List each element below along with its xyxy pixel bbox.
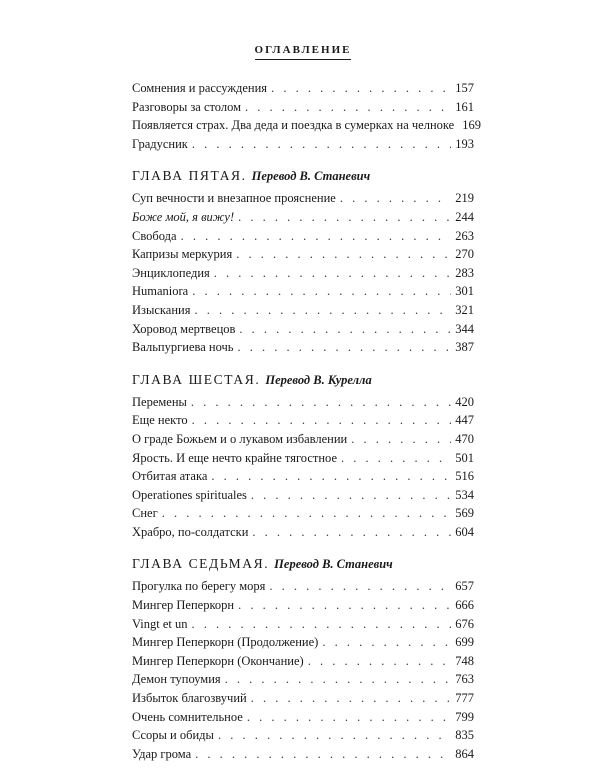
toc-entry[interactable] — [132, 745, 474, 764]
dot-leader — [247, 708, 451, 727]
entry-title: Мингер Пеперкорн — [132, 598, 235, 613]
entry-title: Очень сомнительное — [132, 709, 243, 724]
dot-leader — [162, 504, 452, 523]
entry-page-number: 301 — [455, 284, 474, 299]
toc-entry[interactable] — [132, 486, 474, 505]
entry-page-number: 420 — [455, 394, 474, 409]
entry-title: Вальпургиева ночь — [132, 340, 234, 355]
dot-leader — [351, 430, 451, 449]
entry-title: Еще некто — [132, 413, 188, 428]
table-of-contents — [132, 40, 481, 776]
dot-leader — [239, 320, 451, 339]
entry-page-number: 501 — [455, 450, 474, 465]
chapter-heading — [132, 554, 474, 574]
chapter-heading — [132, 370, 474, 390]
toc-entry[interactable] — [132, 98, 474, 117]
entry-page-number: 161 — [455, 99, 474, 114]
dot-leader — [308, 652, 452, 671]
chapter-translator: Перевод В. Станевич — [274, 557, 393, 572]
entry-page-number: 283 — [455, 265, 474, 280]
chapter-title: ГЛАВА СЕДЬМАЯ. — [132, 556, 270, 572]
toc-entry[interactable] — [132, 523, 474, 542]
entry-title: Humaniora — [132, 284, 189, 299]
toc-heading: ОГЛАВЛЕНИЕ — [255, 44, 352, 60]
entry-page-number: 263 — [455, 228, 474, 243]
entry-page-number: 569 — [455, 506, 474, 521]
entry-title: Разговоры за столом — [132, 99, 242, 114]
entry-page-number: 169 — [462, 118, 481, 133]
entry-page-number: 534 — [455, 487, 474, 502]
toc-entry[interactable] — [132, 596, 474, 615]
entry-page-number: 748 — [455, 653, 474, 668]
toc-entry[interactable] — [132, 577, 474, 596]
entry-page-number: 864 — [455, 746, 474, 761]
entry-title: Свобода — [132, 228, 177, 243]
entry-title: О граде Божьем и о лукавом избавлении — [132, 431, 348, 446]
dot-leader — [192, 282, 451, 301]
dot-leader — [251, 689, 452, 708]
dot-leader — [195, 745, 451, 764]
entry-page-number: 676 — [455, 616, 474, 631]
entry-title: Operationes spirituales — [132, 487, 247, 502]
toc-entry[interactable] — [132, 393, 474, 412]
entry-page-number: 157 — [455, 81, 474, 95]
dot-leader — [340, 189, 451, 208]
entry-title: Ярость. И еще нечто крайне тягостное — [132, 450, 337, 465]
toc-section — [132, 166, 474, 356]
toc-section — [132, 79, 481, 153]
toc-entry[interactable] — [132, 726, 474, 745]
toc-entry[interactable] — [132, 670, 474, 689]
entry-title: Мингер Пеперкорн (Окончание) — [132, 653, 304, 668]
toc-entry[interactable] — [132, 245, 474, 264]
entry-page-number: 321 — [455, 302, 474, 317]
entry-title: Отбитая атака — [132, 469, 208, 484]
toc-entry[interactable] — [132, 504, 474, 523]
entry-title: Градусник — [132, 136, 188, 151]
entry-title: Снег — [132, 506, 158, 521]
toc-entry[interactable] — [132, 116, 481, 135]
toc-entry[interactable] — [132, 689, 474, 708]
toc-entry[interactable] — [132, 430, 474, 449]
dot-leader — [236, 245, 451, 264]
entry-page-number: 244 — [455, 209, 474, 224]
dot-leader — [269, 577, 451, 596]
entry-title: Капризы меркурия — [132, 247, 233, 262]
dot-leader — [194, 301, 451, 320]
entry-title: Суп вечности и внезапное прояснение — [132, 191, 336, 206]
entry-page-number: 219 — [455, 191, 474, 206]
entry-page-number: 699 — [455, 635, 474, 650]
toc-entry[interactable] — [132, 264, 474, 283]
entry-title: Появляется страх. Два деда и поездка в сумерках на челноке — [132, 118, 455, 133]
entry-page-number: 387 — [455, 340, 474, 355]
toc-heading-wrap — [132, 40, 474, 60]
toc-entry[interactable] — [132, 282, 474, 301]
toc-entry[interactable] — [132, 338, 474, 357]
entry-title: Боже мой, я вижу! — [132, 209, 235, 224]
entry-page-number: 470 — [455, 431, 474, 446]
entry-title: Прогулка по берегу моря — [132, 579, 266, 594]
toc-entry[interactable] — [132, 708, 474, 727]
dot-leader — [322, 633, 451, 652]
toc-section — [132, 554, 474, 763]
dot-leader — [251, 486, 451, 505]
entry-title: Изыскания — [132, 302, 191, 317]
entry-page-number: 666 — [455, 598, 474, 613]
toc-entry[interactable] — [132, 652, 474, 671]
entry-page-number: 193 — [455, 136, 474, 151]
dot-leader — [238, 338, 452, 357]
entry-title: Энциклопедия — [132, 265, 210, 280]
entry-title: Перемены — [132, 394, 187, 409]
dot-leader — [214, 264, 451, 283]
entry-title: Ссоры и обиды — [132, 728, 214, 743]
dot-leader — [341, 449, 451, 468]
dot-leader — [191, 393, 451, 412]
toc-entry[interactable] — [132, 301, 474, 320]
dot-leader — [192, 411, 452, 430]
chapter-translator: Перевод В. Станевич — [251, 169, 371, 184]
dot-leader — [238, 208, 451, 227]
toc-entry[interactable] — [132, 615, 474, 634]
dot-leader — [252, 523, 451, 542]
entry-page-number: 516 — [455, 469, 474, 484]
dot-leader — [181, 227, 452, 246]
toc-entry[interactable] — [132, 467, 474, 486]
dot-leader — [192, 135, 451, 154]
entry-page-number: 657 — [455, 579, 474, 594]
toc-entry[interactable] — [132, 208, 474, 227]
chapter-translator: Перевод В. Курелла — [265, 372, 372, 387]
entry-page-number: 270 — [455, 247, 474, 262]
toc-entry[interactable] — [132, 411, 474, 430]
dot-leader — [211, 467, 451, 486]
dot-leader — [238, 596, 451, 615]
dot-leader — [218, 726, 451, 745]
toc-entry[interactable] — [132, 320, 474, 339]
entry-title: Сомнения и рассуждения — [132, 81, 268, 95]
entry-page-number: 344 — [455, 321, 474, 336]
entry-title: Демон тупоумия — [132, 672, 221, 687]
dot-leader — [245, 98, 451, 117]
entry-page-number: 835 — [455, 728, 474, 743]
chapter-heading — [132, 166, 474, 186]
entry-page-number: 763 — [455, 672, 474, 687]
dot-leader — [271, 79, 451, 98]
entry-page-number: 799 — [455, 709, 474, 724]
entry-title: Храбро, по-солдатски — [132, 524, 249, 539]
chapter-title: ГЛАВА ПЯТАЯ. — [132, 168, 247, 184]
entry-title: Vingt et un — [132, 616, 188, 631]
toc-entry[interactable] — [132, 189, 474, 208]
entry-title: Избыток благозвучий — [132, 691, 247, 706]
dot-leader — [192, 615, 452, 634]
entry-page-number: 604 — [455, 524, 474, 539]
entry-page-number: 447 — [455, 413, 474, 428]
toc-section — [132, 370, 474, 542]
entry-page-number: 777 — [455, 691, 474, 706]
dot-leader — [225, 670, 452, 689]
toc-entry[interactable] — [132, 633, 474, 652]
toc-entry[interactable] — [132, 227, 474, 246]
toc-entry[interactable] — [132, 449, 474, 468]
entry-title: Хоровод мертвецов — [132, 321, 236, 336]
toc-entry[interactable] — [132, 135, 474, 154]
toc-entry[interactable] — [132, 79, 474, 98]
chapter-title: ГЛАВА ШЕСТАЯ. — [132, 371, 261, 387]
toc-sections — [132, 79, 481, 763]
entry-title: Мингер Пеперкорн (Продолжение) — [132, 635, 319, 650]
entry-title: Удар грома — [132, 746, 192, 761]
